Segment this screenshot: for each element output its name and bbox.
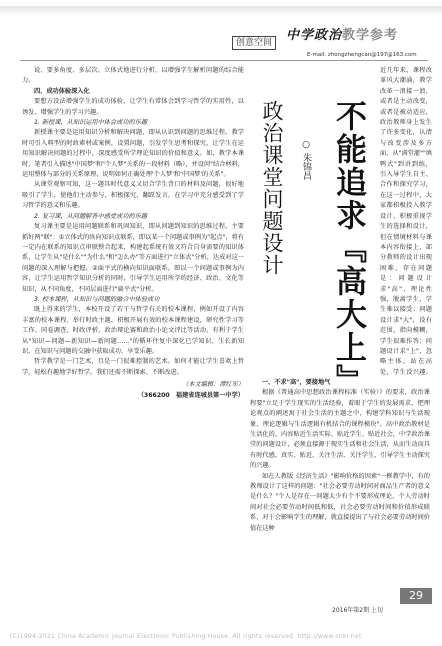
right-wide-column (250, 378, 430, 534)
article-author: ○ 朱锦昌 (301, 140, 311, 180)
left-sec-1: 四、成功体验深入化 (34, 87, 90, 95)
left-editor-11: （本文编辑：谭红军） (182, 381, 244, 389)
right-sec-0: 一、不求"高"，要接地气 (262, 379, 331, 386)
left-author-12: （366200 福建省连城县第一中学） (137, 391, 244, 399)
left-p-2: 要想方设法增强学生的成功体验，让学生有常体会到学习哲学的实用性，以诱发、增强学生的学习兴趣。 (22, 98, 244, 116)
column-label: 创意空间 (232, 36, 276, 50)
right-p-1: 根据《普通高中思想政治课程标准（实验）》的要求，政治课程要"立足于学生现实的生活经验，着眼于学生的发展需求，把理论观点的阐述寓于社会生活的主题之中，构建学科知识与生活现象、理论逻辑与生活逻辑有机结合的课程模块"。高中政治教材是生活化的，内容贴近生活实际、贴近学生、贴近社会，中学政治课堂的问题设计，必须直接源于现实生活和社会生活，从而生动而具有时代感，真实、贴近，关注生活、关注学生，引导学生主动探究的兴趣。 (250, 389, 430, 470)
page-number: 29 (400, 588, 432, 604)
issue-tag: 2016年第2期 上旬 (332, 607, 383, 614)
left-sub-3: 1. 新授课，从知识运用中体会成功的乐趣 (34, 119, 148, 127)
left-text-column (22, 66, 244, 401)
article-title-line1: 政治课堂问题设计 (260, 100, 284, 276)
journal-logo (286, 24, 398, 43)
header-divider (20, 60, 428, 61)
article-title-line2: 不能追求『高大上』 (330, 100, 366, 397)
logo-sub: 教学参考 (342, 28, 399, 43)
left-p-9: 既上得来的学生，本校开设了若干与哲学有关的校本课程，例如开设了内容丰富的校本课程、举行时政主题、积极开展有效的校本课程建设，研究性学习等工作。同卷调查、时政评析、政治辩论赛和政治小论文评比等活动，有利于学生从"知识—问题—新知识—新问题……"的循环往复中深化已学知识、生长新知识，在知识与问题的交融中获取成功、享受乐趣。 (22, 306, 244, 355)
left-p-5: 从课堂观察可知，这一题具时代意义又切合学生背口的材料及问题，很好地吸引了学生，使他们主动参与，积极探究，翻跃发言，在学习中充分感受到了学习哲学的意义和乐趣。 (22, 181, 244, 210)
left-p-7: 复习课主要是运用问题联系和巩固知识，即从问题到知识的思维过程，主要抓好两"联"：①立体式的纵向知识点联系，即以某一个问题或事例为"起点"，将有一定内在联系的知识点串联整合起来，构建起系统有效又符合自身需要的知识体系，让学生从"是什么""为什么"和"怎么办"等方面进行"立体式"分析，达成对这一问题的深入理解与把握。②面平式的横向知识面联系。即以一个问题或事例为内容，让学生运用哲学知识分析的同时，引导学生运用所学的经济、政治、文化等知识，从不同角度，不同层面进行"扁平式"分析。 (22, 223, 244, 293)
left-p-0: 说、要多角度、多层次、立体式地进行分析，以增强学生解析问题的综合能力。 (22, 67, 244, 85)
left-p-10: 哲学教学是一门艺术，且是一门很难控制的艺术。如何才能让学生喜欢上哲学，轻松有趣地学好哲学，我们还需不断探索、不断改进。 (22, 358, 244, 376)
right-narrow-text: 近几年来，课程改革风大潮涌，教学改革一浪接一浪，或者是主动改变，或者是被动适应，政治教师身上发生了许多变化，认清与改变涉及多方面，从"满堂灌""填鸭式"到讲到练，引入导学生自主、合作和探究学习，在这一过程中，大家都积极投入教学设计，积极重视学生的选择和设计，但在情境材料与课本内容衔接上，部分教师的设计出现困难，存在问题是：问题设计求"高"、理论性强，脱离学生，学生难以接受；问题设计求"大"，没有范围，指向模糊，学生很难作答；问题设计求"上"，忽略主体，站在高处，学生没兴趣。 (380, 67, 432, 376)
right-p-2: 如在人教版《经济生活》"影响价格的因素"一框教学中，有的教师设计了这样的问题："社会必要劳动时间对商品生产者的意义是什么？"个人是存在一问题太少有个不要形成理论，个人劳动时间对社会必要劳动时间低和低，社会必要劳动时间和价值形成联系，对于会影响学生的理解，就直接提出了与社会必要劳动时间价值在这种 (250, 472, 430, 532)
journal-email: E-mail: zhongzhengcan@197@163.com (307, 52, 417, 58)
left-sub-8: 3. 校本课程，从知识与问题的融合中体验成功 (34, 295, 160, 303)
left-sub-6: 2. 复习课，从问题解答中感受成功的乐趣 (34, 212, 148, 220)
left-p-4: 新授课主要是运用知识分析和解决问题，即从认识到问题的思维过程。教学时可引入典型的时政素材或案例，设置问题，引发学生思考和探究，让学生在运用知识解决问题的过程中，深度感受所学理论知识的价值和意义。如，教学本课时，笔者引入描述"中国梦"和"个人梦"关系的一段材料（略），并设问"结合材料，运用整体与部分的关系原理，说明如何正确处理'个人梦'和'中国梦'的关系"。 (22, 129, 244, 179)
copyright-line: (C)1994-2021 China Academic Journal Electronic Publishing House. All rights reserved. http://www.cnki.net (10, 633, 362, 640)
page-fold-shadow (0, 6, 442, 16)
logo-main: 中学政治 (286, 28, 343, 43)
